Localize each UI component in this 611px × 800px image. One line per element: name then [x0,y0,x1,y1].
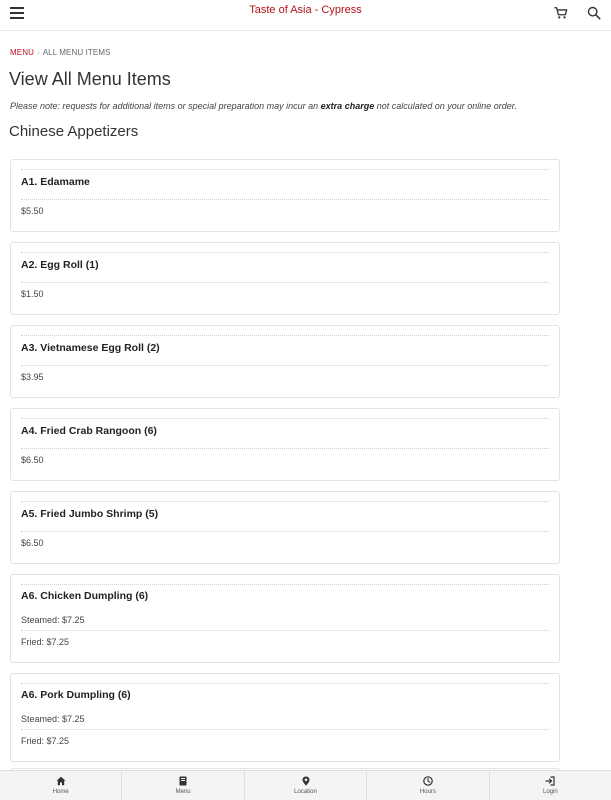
nav-location[interactable] [245,771,367,800]
menu-item-price: $6.50 [21,455,44,465]
nav-menu[interactable] [122,771,244,800]
menu-item-price: $6.50 [21,538,44,548]
note-suffix: not calculated on your online order. [374,101,517,111]
nav-home-label: Home [52,789,69,795]
nav-home[interactable] [0,771,122,800]
site-title[interactable]: Taste of Asia - Cypress [249,4,362,16]
menu-item-card[interactable] [10,159,560,232]
menu-item-name: A5. Fried Jumbo Shrimp (5) [21,508,159,520]
extra-charge-note [10,101,517,111]
menu-item-price: $3.95 [21,372,44,382]
cart-icon[interactable] [554,6,568,20]
menu-item-option-fried[interactable]: Fried: $7.25 [21,637,70,647]
section-title: Chinese Appetizers [9,123,139,140]
nav-menu-label: Menu [175,789,191,795]
menu-item-option-steamed[interactable]: Steamed: $7.25 [21,615,85,625]
nav-login-label: Login [542,789,558,795]
menu-item-card[interactable] [10,242,560,315]
clock-icon [423,776,433,786]
menu-book-icon [178,776,188,786]
menu-item-card[interactable] [10,408,560,481]
menu-item-option-steamed[interactable]: Steamed: $7.25 [21,714,85,724]
home-icon [56,776,66,786]
search-icon[interactable] [587,6,601,20]
menu-item-name: A6. Pork Dumpling (6) [21,689,131,701]
page-title: View All Menu Items [9,69,171,89]
nav-hours-label: Hours [419,789,436,795]
menu-item-option-fried[interactable]: Fried: $7.25 [21,736,70,746]
menu-item-card[interactable] [10,491,560,564]
menu-item-card[interactable] [10,673,560,762]
menu-item-list [10,159,560,772]
menu-item-price: $1.50 [21,289,44,299]
breadcrumb-menu-link[interactable]: MENU [10,48,34,57]
menu-item-name: A4. Fried Crab Rangoon (6) [21,425,157,437]
login-icon [545,776,555,786]
nav-login[interactable] [490,771,611,800]
note-prefix: Please note: requests for additional items or special preparation may incur an [10,101,321,111]
location-pin-icon [301,776,311,786]
nav-hours[interactable] [367,771,489,800]
menu-item-name: A2. Egg Roll (1) [21,259,99,271]
nav-location-label: Location [294,789,317,795]
breadcrumb-current: ALL MENU ITEMS [42,48,111,57]
menu-item-card[interactable] [10,574,560,663]
bottom-nav [0,770,611,800]
note-emphasis: extra charge [320,101,375,111]
menu-item-card[interactable] [10,325,560,398]
menu-item-price: $5.50 [21,206,44,216]
menu-item-name: A3. Vietnamese Egg Roll (2) [21,342,160,354]
breadcrumb [10,48,111,57]
menu-item-name: A1. Edamame [21,176,90,188]
menu-item-name: A6. Chicken Dumpling (6) [21,590,149,602]
top-bar [0,0,611,31]
breadcrumb-separator: › [36,48,40,57]
